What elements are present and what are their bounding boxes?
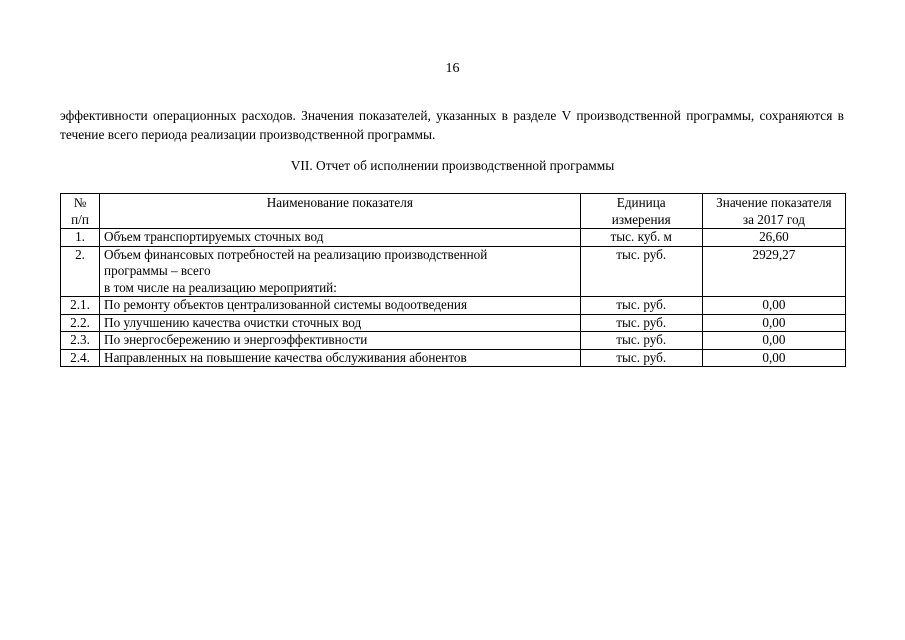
table-row (61, 332, 846, 350)
table-row (61, 229, 846, 247)
row-unit: тыс. руб. (580, 246, 702, 297)
table-row (61, 314, 846, 332)
row-num: 1. (61, 229, 100, 247)
row-value: 0,00 (702, 332, 845, 350)
header-num-line1: № (73, 195, 87, 210)
page-number: 16 (445, 61, 460, 76)
header-value (702, 194, 845, 229)
row-name-line2: программы – всего (104, 263, 211, 278)
header-unit (580, 194, 702, 229)
row-value: 0,00 (702, 297, 845, 315)
table-row (61, 297, 846, 315)
row-value: 26,60 (702, 229, 845, 247)
table-row (61, 246, 846, 297)
row-num: 2.3. (61, 332, 100, 350)
report-table (60, 193, 846, 367)
row-num: 2. (61, 246, 100, 297)
section-title: VII. Отчет об исполнении производственной программы (290, 158, 615, 173)
row-name: По улучшению качества очистки сточных вод (100, 314, 581, 332)
row-value: 2929,27 (702, 246, 845, 297)
row-name-line1: Объем финансовых потребностей на реализацию производственной (104, 246, 488, 262)
header-num (61, 194, 100, 229)
header-value-line2: за 2017 год (742, 211, 805, 227)
row-unit: тыс. руб. (580, 332, 702, 350)
body-paragraph: эффективности операционных расходов. Значения показателей, указанных в разделе V производственной программы, сохраняются в течение всего периода реализации производственной программы. (60, 108, 844, 142)
header-value-line1: Значение показателя (716, 195, 832, 210)
header-unit-line1: Единица (616, 195, 666, 210)
row-unit: тыс. руб. (580, 314, 702, 332)
row-value: 0,00 (702, 349, 845, 367)
row-num: 2.1. (61, 297, 100, 315)
row-unit: тыс. куб. м (580, 229, 702, 247)
header-unit-line2: измерения (611, 211, 671, 227)
row-num: 2.4. (61, 349, 100, 367)
row-name: По энергосбережению и энергоэффективности (100, 332, 581, 350)
row-name (100, 246, 581, 297)
table-header-row (61, 194, 846, 229)
row-unit: тыс. руб. (580, 349, 702, 367)
row-num: 2.2. (61, 314, 100, 332)
row-name: По ремонту объектов централизованной системы водоотведения (100, 297, 581, 315)
table-row (61, 349, 846, 367)
row-name-line3: в том числе на реализацию мероприятий: (104, 279, 337, 295)
row-value: 0,00 (702, 314, 845, 332)
row-name: Объем транспортируемых сточных вод (100, 229, 581, 247)
row-unit: тыс. руб. (580, 297, 702, 315)
row-name: Направленных на повышение качества обслуживания абонентов (100, 349, 581, 367)
header-num-line2: п/п (71, 211, 89, 227)
header-name: Наименование показателя (100, 194, 581, 229)
